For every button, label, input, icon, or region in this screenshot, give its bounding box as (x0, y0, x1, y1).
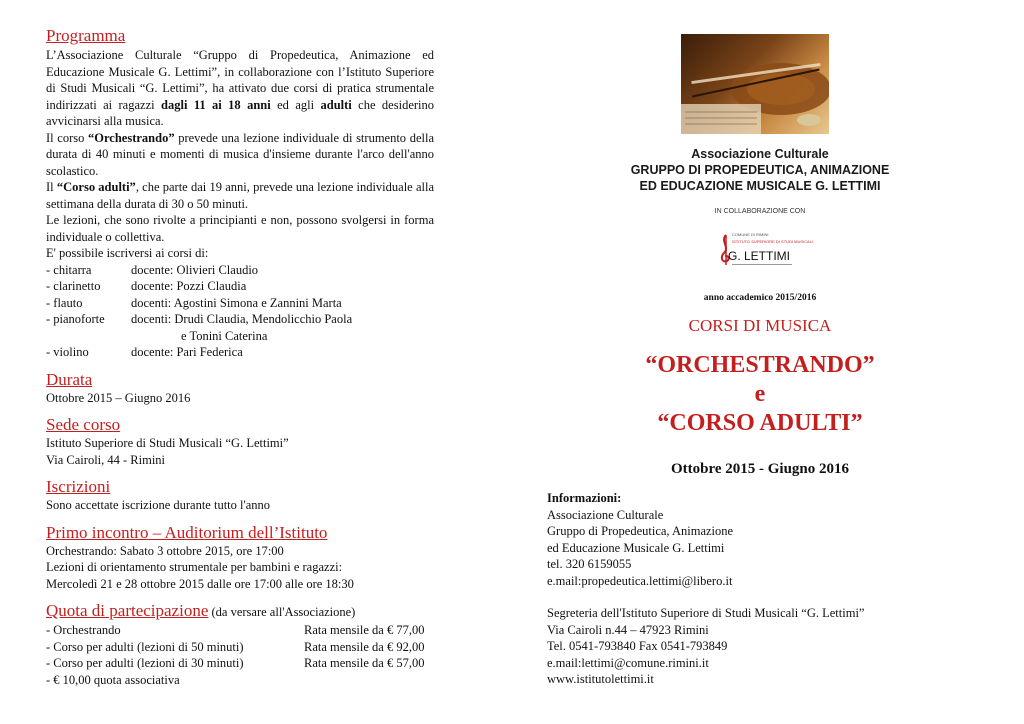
association-block (580, 146, 940, 194)
primo-line3: Mercoledì 21 e 28 ottobre 2015 dalle ore 17:00 alle ore 18:30 (46, 576, 354, 591)
durata-heading: Durata (46, 369, 93, 389)
teacher-row: - chitarra docente: Olivieri Claudio (46, 262, 259, 277)
iscrizioni-text: Sono accettate iscrizione durante tutto l'anno (46, 498, 271, 512)
primo-line2: Lezioni di orientamento strumentale per bambini e ragazzi: (46, 560, 343, 574)
logo-small-line1: COMUNE DI RIMINI (732, 232, 769, 237)
corsi-di-musica: CORSI DI MUSICA (688, 316, 832, 335)
teacher-row: - flauto docenti: Agostini Simona e Zannini Marta (46, 295, 342, 310)
logo-underline (732, 264, 792, 265)
logo-name: G. LETTIMI (728, 249, 791, 263)
quota-heading: Quota di partecipazione (46, 601, 209, 620)
teachers-list (46, 262, 434, 361)
quota-row: - Corso per adulti (lezioni di 50 minuti) Rata mensile da € 92,00 (46, 639, 425, 654)
collab-text: IN COLLABORAZIONE CON (714, 208, 806, 215)
teacher-row: - violino docente: Pari Federica (46, 345, 243, 359)
cover-dates: Ottobre 2015 - Giugno 2016 (670, 461, 850, 477)
info-block (547, 490, 987, 688)
logo-small-line2: ISTITUTO SUPERIORE DI STUDI MUSICALI (732, 239, 814, 244)
teacher-row: - clarinetto docente: Pozzi Claudia (46, 279, 247, 293)
assoc-line1: Associazione Culturale (691, 147, 829, 161)
segreteria-phone: Tel. 0541-793840 Fax 0541-793849 (547, 639, 728, 653)
segreteria-website: www.istitutolettimi.it (547, 672, 654, 686)
info-line: ed Educazione Musicale G. Lettimi (547, 540, 725, 555)
violin-photo (681, 34, 829, 134)
lessons-paragraph: Le lezioni, che sono rivolte a principianti e non, possono svolgersi in forma individuale o collettiva. (46, 213, 434, 244)
segreteria-address: Via Cairoli n.44 – 47923 Rimini (547, 622, 709, 637)
teacher-row: e Tonini Caterina (181, 328, 268, 343)
info-line: Gruppo di Propedeutica, Animazione (547, 524, 734, 538)
quota-note: (da versare all'Associazione) (208, 605, 356, 619)
academic-year: anno accademico 2015/2016 (703, 293, 817, 303)
sede-line1: Istituto Superiore di Studi Musicali “G. Lettimi” (46, 436, 289, 450)
primo-line1: Orchestrando: Sabato 3 ottobre 2015, ore 17:00 (46, 543, 284, 558)
title-corso-adulti: “CORSO ADULTI” (657, 410, 863, 436)
info-phone: tel. 320 6159055 (547, 557, 632, 571)
quota-list (46, 622, 434, 688)
intro-paragraph: L’Associazione Culturale “Gruppo di Propedeutica, Animazione ed Educazione Musicale G. Lettimi”, in collaborazione con l’Istituto Superiore di Studi Musicali “G. Lettimi”, ha attivato due corsi di pratica strumentale indirizzati ai ragazzi dagli 11 ai 18 anni ed agli adulti che desiderino avvicinarsi alla musica. (46, 48, 435, 128)
left-column (46, 0, 434, 688)
quota-row: - € 10,00 quota associativa (46, 672, 180, 687)
violin-photo-image (681, 34, 829, 134)
corso-adulti-paragraph: Il “Corso adulti”, che parte dai 19 anni, prevede una lezione individuale alla settimana della durata di 30 o 50 minuti. (46, 180, 434, 211)
durata-text: Ottobre 2015 – Giugno 2016 (46, 390, 191, 405)
info-email: e.mail:propedeutica.lettimi@libero.it (547, 573, 733, 588)
segreteria-email: e.mail:lettimi@comune.rimini.it (547, 655, 709, 670)
info-heading: Informazioni: (547, 491, 622, 505)
lettimi-logo (718, 227, 814, 273)
primo-incontro-heading: Primo incontro – Auditorium dell’Istituto (46, 522, 328, 542)
quota-row: - Orchestrando Rata mensile da € 77,00 (46, 623, 425, 637)
assoc-line3: ED EDUCAZIONE MUSICALE G. LETTIMI (639, 179, 881, 193)
sede-heading: Sede corso (46, 415, 121, 434)
assoc-line2: GRUPPO DI PROPEDEUTICA, ANIMAZIONE (630, 163, 890, 177)
iscrizioni-heading: Iscrizioni (46, 477, 111, 496)
quota-row: - Corso per adulti (lezioni di 30 minuti) Rata mensile da € 57,00 (46, 656, 425, 670)
segreteria-line: Segreteria dell'Istituto Superiore di Studi Musicali “G. Lettimi” (547, 606, 865, 620)
quota-heading-line (46, 600, 434, 622)
teacher-row: - pianoforte docenti: Drudi Claudia, Mendolicchio Paola (46, 312, 353, 326)
orchestrando-paragraph: Il corso “Orchestrando” prevede una lezione individuale di strumento della durata di 40 minuti e momenti di musica d'insieme durante l'arco dell'anno scolastico. (46, 130, 434, 178)
info-line: Associazione Culturale (547, 507, 664, 522)
enroll-text: E' possibile iscriversi ai corsi di: (46, 246, 209, 260)
title-e: e (754, 381, 766, 407)
info-spacer (547, 589, 987, 605)
course-titles (560, 351, 960, 438)
sede-line2: Via Cairoli, 44 - Rimini (46, 452, 166, 467)
programma-heading: Programma (46, 26, 126, 45)
title-orchestrando: “ORCHESTRANDO” (645, 352, 875, 378)
